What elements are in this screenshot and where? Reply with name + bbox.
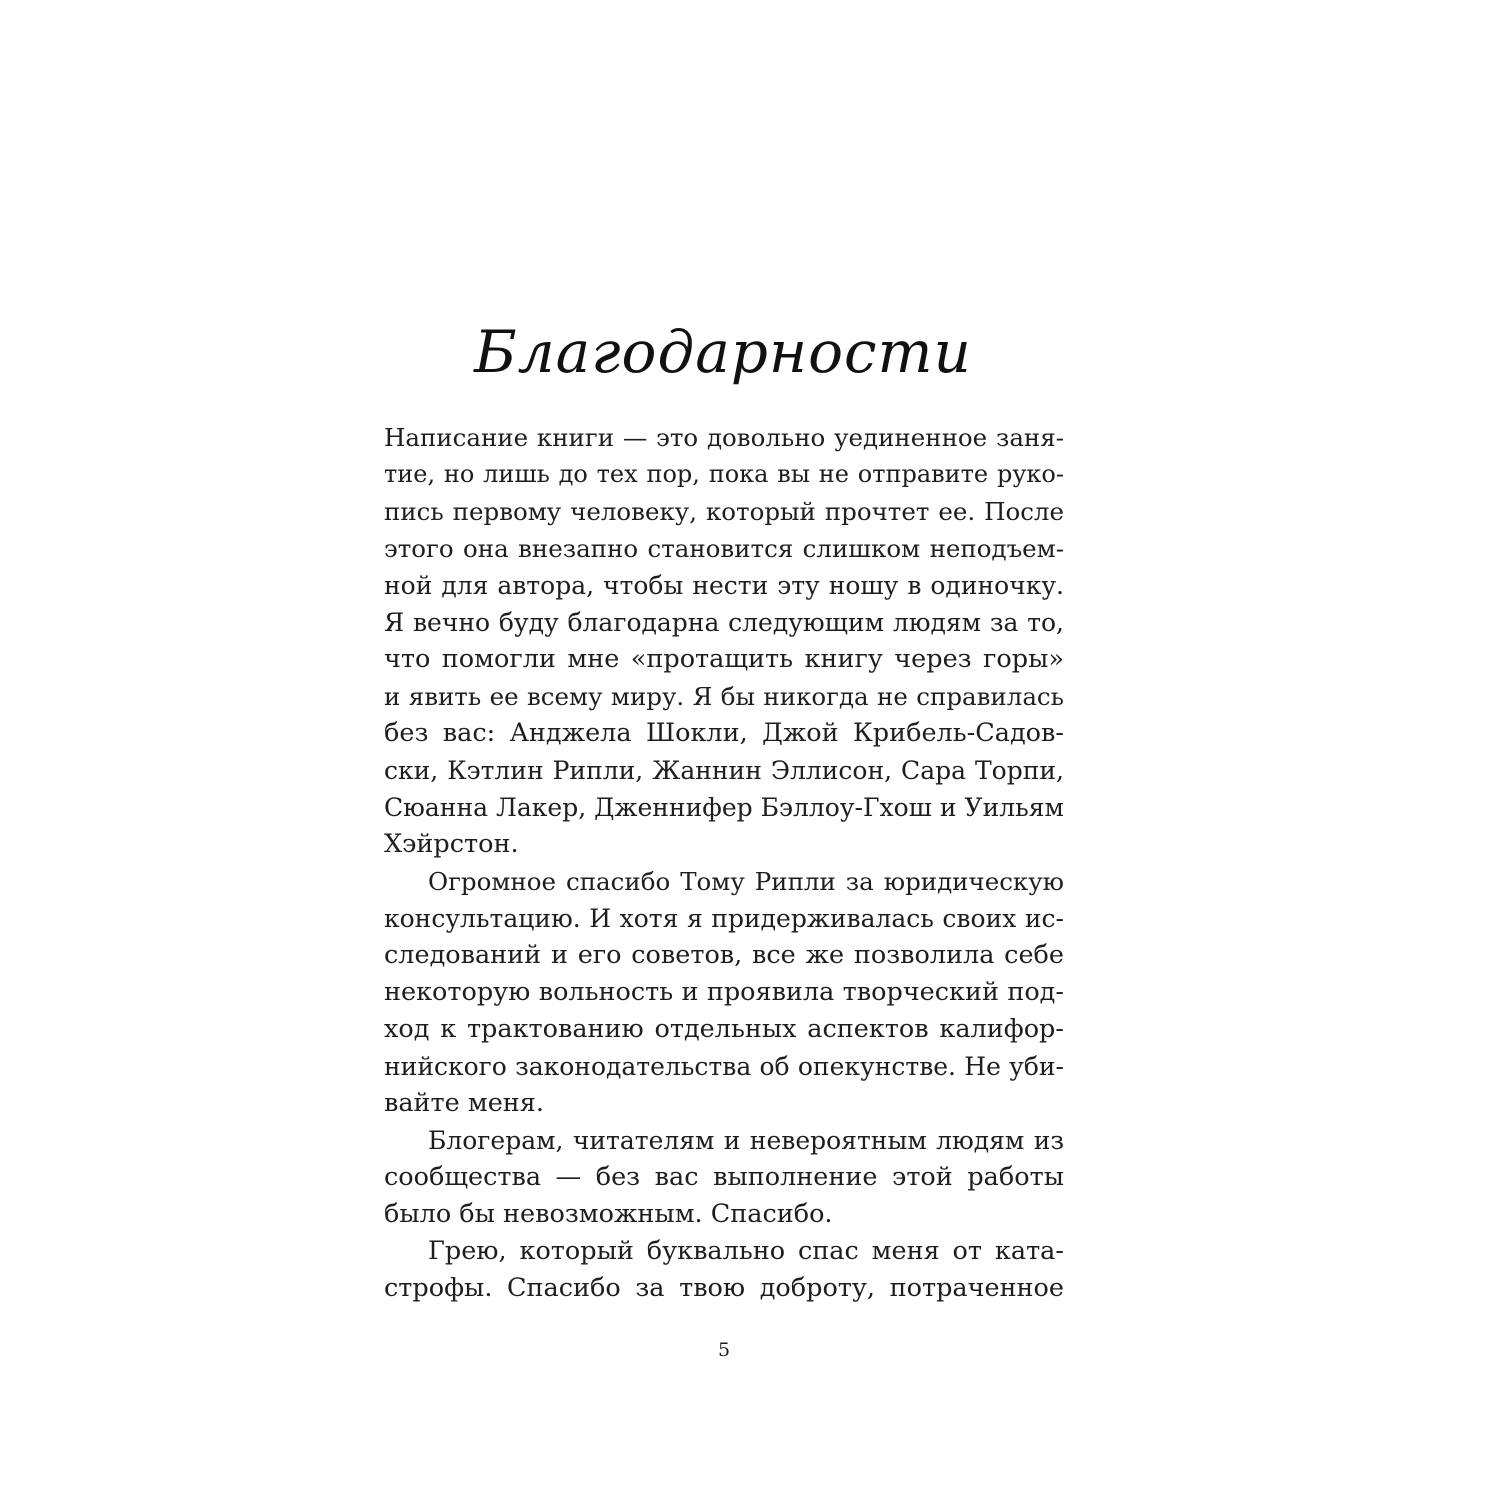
- text-line: и явить ее всему миру. Я бы никогда не справилась: [384, 682, 1064, 711]
- page-number: 5: [717, 1339, 731, 1361]
- text-line: ски, Кэтлин Рипли, Жаннин Эллисон, Сара Торпи,: [384, 756, 1064, 785]
- text-line: пись первому человеку, который прочтет ее. После: [384, 497, 1064, 526]
- text-line: некоторую вольность и проявила творческий под-: [384, 977, 1064, 1007]
- text-line: следований и его советов, все же позволила себе: [384, 940, 1064, 970]
- text-line: нийского законодательства об опекунстве. Не уби-: [384, 1052, 1064, 1081]
- text-line: Написание книги — это довольно уединенное заня-: [384, 423, 1064, 452]
- text-line: этого она внезапно становится слишком неподъем-: [384, 534, 1064, 563]
- text-line: Блогерам, читателям и невероятным людям из: [428, 1126, 1064, 1155]
- text-line: строфы. Спасибо за твою доброту, потраченное: [384, 1273, 1064, 1303]
- text-line: ход к трактованию отдельных аспектов калифор-: [384, 1014, 1064, 1044]
- text-line: консультацию. И хотя я придерживалась своих ис-: [384, 904, 1064, 933]
- text-line: Сюанна Лакер, Дженнифер Бэллоу-Гхош и Уильям: [384, 793, 1064, 822]
- text-line: Хэйрстон.: [384, 829, 519, 859]
- text-line: Я вечно буду благодарна следующим людям за то,: [384, 608, 1064, 637]
- text-line: было бы невозможным. Спасибо.: [384, 1199, 833, 1229]
- text-line: без вас: Анджела Шокли, Джой Крибель-Садов-: [384, 718, 1064, 748]
- text-line: Грею, который буквально спас меня от ката-: [428, 1236, 1064, 1266]
- text-line: вайте меня.: [384, 1088, 544, 1118]
- text-line: Огромное спасибо Тому Рипли за юридическую: [428, 867, 1064, 896]
- text-line: сообщества — без вас выполнение этой работы: [384, 1162, 1064, 1192]
- text-line: что помогли мне «протащить книгу через горы»: [384, 644, 1064, 674]
- body-text: [384, 419, 1064, 1307]
- text-line: ной для автора, чтобы нести эту ношу в одиночку.: [384, 571, 1064, 600]
- chapter-title: Благодарности: [474, 318, 972, 386]
- text-line: тие, но лишь до тех пор, пока вы не отправите руко-: [384, 460, 1064, 488]
